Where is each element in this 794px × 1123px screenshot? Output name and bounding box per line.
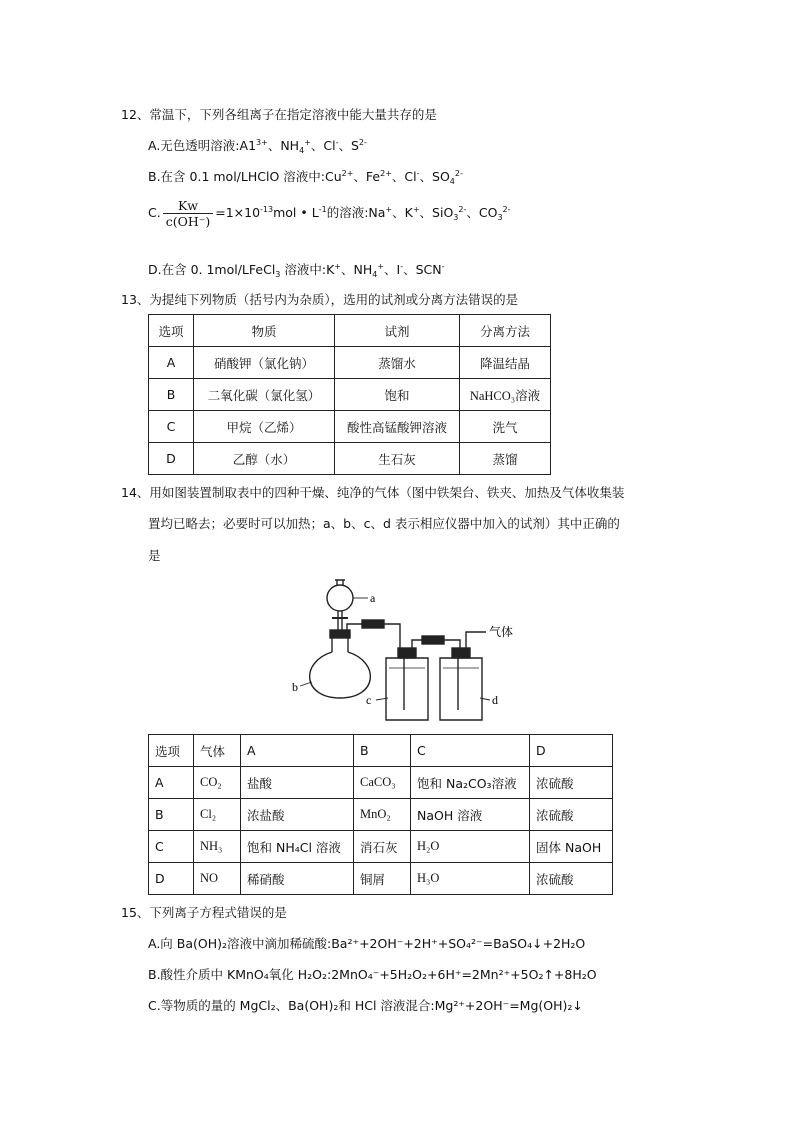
table-cell: H₃O — [411, 863, 530, 895]
label-a: a — [370, 591, 376, 605]
table-row — [149, 443, 551, 475]
table-cell: MnO₂ — [354, 799, 411, 831]
table-cell: 浓盐酸 — [241, 799, 354, 831]
table-cell: 铜屑 — [354, 863, 411, 895]
wash-bottle-c — [386, 658, 428, 720]
label-b: b — [292, 680, 298, 694]
table-cell: 饱和 — [335, 379, 460, 411]
table-cell: C — [149, 831, 194, 863]
table-header-cell: 气体 — [194, 735, 241, 767]
table-cell: 浓硫酸 — [530, 863, 613, 895]
q15-stem: 15、下列离子方程式错误的是 — [121, 905, 287, 920]
table-cell: NaHCO₃溶液 — [460, 379, 551, 411]
table-cell: 稀硝酸 — [241, 863, 354, 895]
q14-table — [148, 734, 613, 895]
table-cell: 饱和 Na₂CO₃溶液 — [411, 767, 530, 799]
table-row — [149, 347, 551, 379]
table-row — [149, 799, 613, 831]
label-c: c — [366, 693, 372, 707]
table-cell: 生石灰 — [335, 443, 460, 475]
table-cell: B — [149, 379, 194, 411]
q14-stem-line-2: 置均已略去；必要时可以加热；a、b、c、d 表示相应仪器中加入的试剂）其中正确的 — [148, 516, 620, 531]
table-header-cell: 试剂 — [335, 315, 460, 347]
table-cell: 消石灰 — [354, 831, 411, 863]
table-cell: 乙醇（水） — [194, 443, 335, 475]
table-cell: D — [149, 863, 194, 895]
round-bottom-flask — [310, 652, 371, 698]
table-cell: Cl₂ — [194, 799, 241, 831]
table-header-cell: 选项 — [149, 315, 194, 347]
q13-table — [148, 314, 551, 475]
table-row — [149, 831, 613, 863]
q15-option-b: B.酸性介质中 KMnO₄氧化 H₂O₂:2MnO₄⁻+5H₂O₂+6H⁺=2Mn²⁺+5O₂↑+8H₂O — [148, 967, 597, 982]
q12-option-d: D.在含 0. 1mol/LFeCl$_3$ 溶液中:K+、$NH_4^+$、I-、SCN- — [148, 262, 445, 279]
table-cell: 降温结晶 — [460, 347, 551, 379]
table-header-row — [149, 735, 613, 767]
q12-option-b: B.在含 0.1 mol/LHClO 溶液中$:Cu^{2+}$、$Fe^{2+}$、Cl-、$SO_4^{2-}$ — [148, 169, 463, 186]
table-cell: NO — [194, 863, 241, 895]
table-cell: A — [149, 767, 194, 799]
table-cell: 蒸馏水 — [335, 347, 460, 379]
table-header-cell: C — [411, 735, 530, 767]
q15-option-a: A.向 Ba(OH)₂溶液中滴加稀硫酸:Ba²⁺+2OH⁻+2H⁺+SO₄²⁻=BaSO₄↓+2H₂O — [148, 936, 586, 951]
table-row — [149, 767, 613, 799]
table-header-cell: D — [530, 735, 613, 767]
label-d: d — [492, 693, 498, 707]
table-cell: 浓硫酸 — [530, 767, 613, 799]
table-header-row — [149, 315, 551, 347]
table-cell: D — [149, 443, 194, 475]
table-cell: H₂O — [411, 831, 530, 863]
table-cell: C — [149, 411, 194, 443]
q14-stem-line-1: 14、用如图装置制取表中的四种干燥、纯净的气体（图中铁架台、铁夹、加热及气体收集装 — [121, 485, 625, 500]
table-cell: 固体 NaOH — [530, 831, 613, 863]
table-header-cell: B — [354, 735, 411, 767]
table-row — [149, 411, 551, 443]
q14-stem-line-3: 是 — [148, 548, 161, 563]
table-cell: 硝酸钾（氯化钠） — [194, 347, 335, 379]
table-row — [149, 379, 551, 411]
table-cell: 盐酸 — [241, 767, 354, 799]
wash-bottle-d — [440, 658, 482, 720]
table-header-cell: A — [241, 735, 354, 767]
table-header-cell: 分离方法 — [460, 315, 551, 347]
table-cell: 甲烷（乙烯） — [194, 411, 335, 443]
table-cell: B — [149, 799, 194, 831]
q12-option-c: C. $\frac{Kw}{c(OH^-)}$ $=1\times 10^{-13}mol$ • $L^{-1}$的溶液:Na+、K+、SiO$_3^{2-}$、$CO_3^{2-}$ — [148, 198, 511, 229]
table-cell: NaOH 溶液 — [411, 799, 530, 831]
table-row — [149, 863, 613, 895]
table-cell: 二氧化碳（氯化氢） — [194, 379, 335, 411]
table-cell: 洗气 — [460, 411, 551, 443]
apparatus-diagram — [290, 570, 530, 730]
table-cell: A — [149, 347, 194, 379]
q15-option-c: C.等物质的量的 MgCl₂、Ba(OH)₂和 HCl 溶液混合:Mg²⁺+2OH⁻=Mg(OH)₂↓ — [148, 998, 583, 1013]
rubber-tube-1 — [362, 620, 384, 628]
table-header-cell: 物质 — [194, 315, 335, 347]
q13-stem: 13、为提纯下列物质（括号内为杂质），选用的试剂或分离方法错误的是 — [121, 292, 519, 307]
q12-option-a: A.无色透明溶液$:A1^{3+}$、$NH_4^+$、Cl-、$S^{2-}$ — [148, 138, 367, 155]
separatory-funnel-bulb — [327, 585, 353, 611]
label-gas: 气体 — [489, 625, 514, 639]
table-cell: 酸性高锰酸钾溶液 — [335, 411, 460, 443]
kw-fraction: $\frac{Kw}{c(OH^-)}$ — [163, 198, 214, 229]
table-cell: 饱和 NH₄Cl 溶液 — [241, 831, 354, 863]
table-cell: CaCO₃ — [354, 767, 411, 799]
table-cell: 浓硫酸 — [530, 799, 613, 831]
table-cell: CO₂ — [194, 767, 241, 799]
table-cell: 蒸馏 — [460, 443, 551, 475]
rubber-tube-2 — [422, 636, 444, 644]
table-cell: NH₃ — [194, 831, 241, 863]
table-header-cell: 选项 — [149, 735, 194, 767]
q12-stem: 12、常温下，下列各组离子在指定溶液中能大量共存的是 — [121, 107, 437, 122]
